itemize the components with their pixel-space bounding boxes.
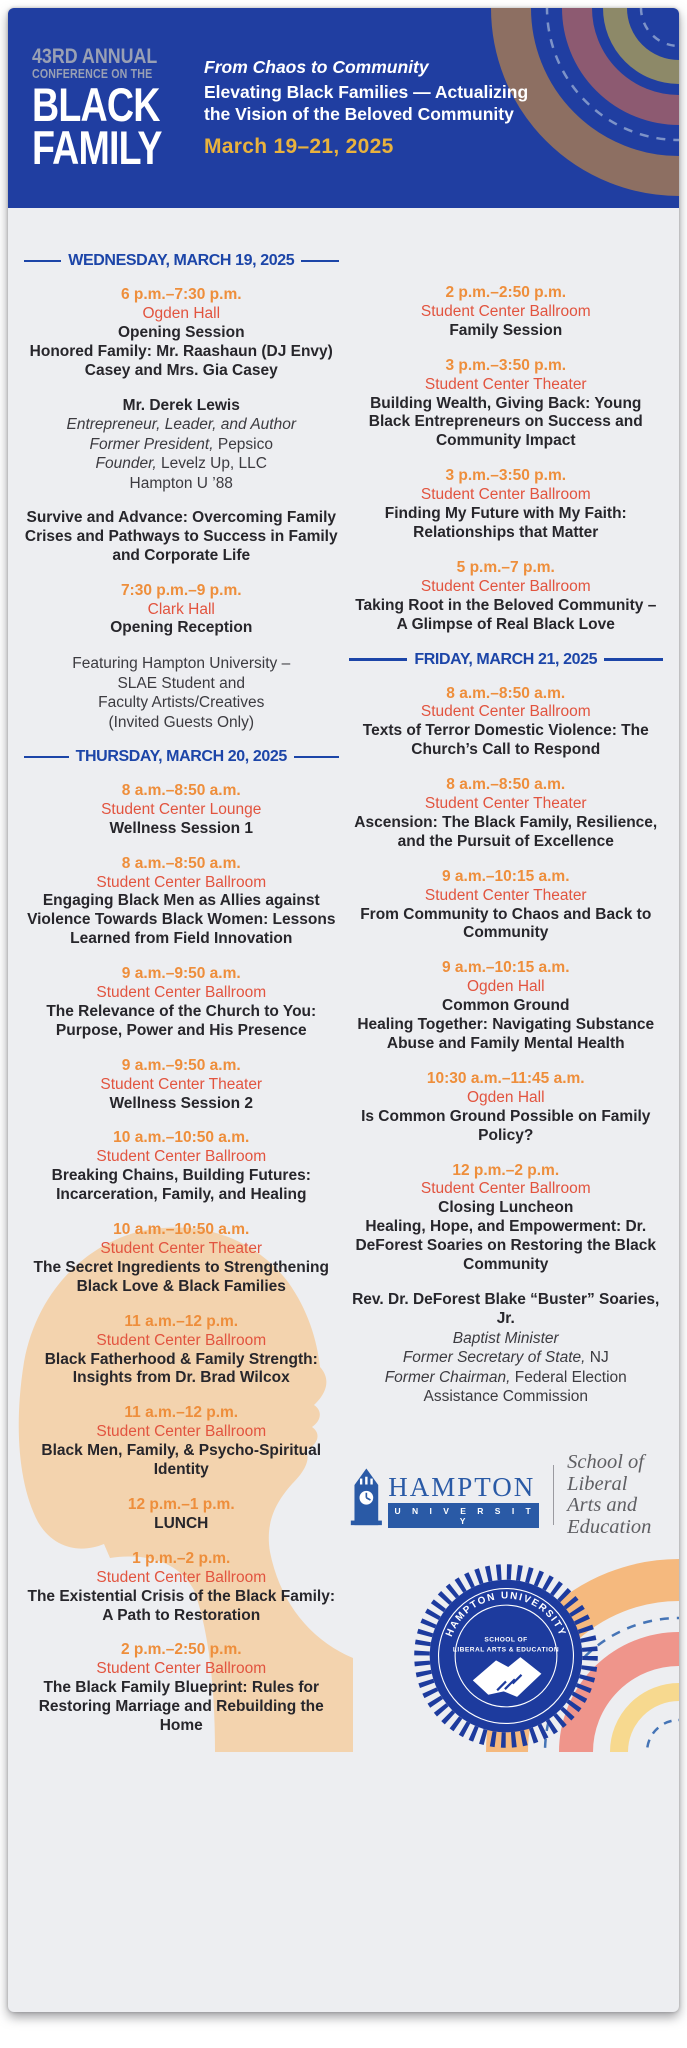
event-location: Ogden Hall: [466, 1088, 545, 1106]
event-location: Student Center Ballroom: [96, 984, 267, 1002]
day-header-label: THURSDAY, MARCH 20, 2025: [75, 747, 287, 765]
speaker-credential: [24, 435, 339, 454]
conference-kicker-line2: CONFERENCE ON THE: [32, 66, 153, 81]
speaker-credential: [24, 454, 339, 473]
speaker-name: Rev. Dr. DeForest Blake “Buster” Soaries, Jr.: [352, 1290, 660, 1327]
event-title: Black Fatherhood & Family Strength: Insights from Dr. Brad Wilcox: [44, 1350, 318, 1387]
speaker-name: Mr. Derek Lewis: [122, 396, 240, 414]
speaker-credential-segment: Federal Election Assistance Commission: [423, 1368, 627, 1405]
event-time: 12 p.m.–2 p.m.: [452, 1161, 560, 1179]
event-title: Opening Reception: [110, 619, 253, 637]
speaker-credential-segment: Baptist Minister: [452, 1329, 559, 1347]
event-time: 11 a.m.–12 p.m.: [124, 1404, 239, 1422]
conference-wordmark: [32, 44, 184, 175]
event-title: Is Common Ground Possible on Family Policy?: [361, 1107, 651, 1144]
schedule-event: [349, 467, 664, 543]
schedule-event: [349, 357, 664, 452]
speaker-block: [24, 397, 339, 493]
event-title: Texts of Terror Domestic Violence: The Church’s Call to Respond: [362, 722, 649, 759]
seal-arc-text: HAMPTON UNIVERSITY: [443, 1590, 568, 1639]
day-rule-left: [24, 756, 69, 759]
event-time: 3 p.m.–3:50 p.m.: [445, 467, 567, 485]
day-header: [24, 748, 339, 766]
event-location: Student Center Theater: [424, 375, 587, 393]
schedule-event: [349, 685, 664, 761]
speaker-credential: [349, 1368, 664, 1407]
event-title: LUNCH: [154, 1514, 209, 1532]
day-rule-left: [349, 658, 408, 661]
seal-text-line2: LIBERAL ARTS & EDUCATION: [452, 1646, 559, 1654]
event-title: Healing, Hope, and Empowerment: Dr. DeForest Soaries on Restoring the Black Community: [355, 1218, 657, 1274]
speaker-credential-segment: Former President,: [89, 435, 214, 453]
footer-branding: [349, 1452, 664, 1750]
event-location: Student Center Theater: [424, 886, 587, 904]
event-location: Student Center Ballroom: [420, 1180, 591, 1198]
event-time: 10 a.m.–10:50 a.m.: [113, 1129, 250, 1147]
day-header: [349, 651, 664, 669]
event-location: Student Center Ballroom: [96, 1423, 267, 1441]
event-location: Student Center Ballroom: [96, 873, 267, 891]
day-rule-right: [604, 658, 663, 661]
speaker-credential-segment: Former Secretary of State,: [402, 1349, 586, 1367]
event-location: Student Center Ballroom: [96, 1148, 267, 1166]
event-title: Engaging Black Men as Allies against Violence Towards Black Women: Lessons Learned from Field Innovation: [27, 892, 336, 948]
event-location: Student Center Ballroom: [96, 1331, 267, 1349]
schedule-event: [349, 284, 664, 341]
day-header-label: WEDNESDAY, MARCH 19, 2025: [68, 252, 295, 269]
event-description-line: Featuring Hampton University –: [72, 655, 291, 673]
event-title: Black Men, Family, & Psycho-Spiritual Identity: [41, 1442, 322, 1479]
conference-title-line2: FAMILY: [32, 121, 162, 175]
event-location: Student Center Ballroom: [96, 1568, 267, 1586]
schedule-content: [8, 208, 679, 1752]
day-rule-left: [24, 260, 61, 263]
event-title: Ascension: The Black Family, Resilience, and the Pursuit of Excellence: [354, 813, 658, 850]
event-time: 7:30 p.m.–9 p.m.: [120, 581, 242, 599]
day-rule-right: [294, 756, 339, 759]
event-time: 3 p.m.–3:50 p.m.: [445, 356, 567, 374]
event-title: The Secret Ingredients to Strengthening Black Love & Black Families: [33, 1258, 329, 1295]
event-location: Student Center Ballroom: [420, 486, 591, 504]
theme-subtitle: Elevating Black Families — Actualizing the Vision of the Beloved Community: [204, 82, 529, 124]
schedule-columns: [24, 248, 663, 1752]
event-title: Breaking Chains, Building Futures: Incarceration, Family, and Healing: [51, 1167, 311, 1204]
speaker-credential-segment: Former Chairman,: [384, 1368, 511, 1386]
schedule-event: [24, 965, 339, 1041]
event-location: Student Center Ballroom: [96, 1660, 267, 1678]
schedule-event: [349, 868, 664, 944]
event-time: 2 p.m.–2:50 p.m.: [120, 1641, 242, 1659]
event-title: The Relevance of the Church to You: Purpose, Power and His Presence: [46, 1002, 317, 1039]
schedule-event: [24, 855, 339, 950]
event-time: 2 p.m.–2:50 p.m.: [445, 284, 567, 301]
event-title: Wellness Session 1: [109, 819, 254, 837]
event-time: 6 p.m.–7:30 p.m.: [120, 286, 242, 303]
event-description-line: Faculty Artists/Creatives: [98, 694, 265, 712]
schedule-event: [24, 1057, 339, 1114]
conference-theme: [204, 57, 552, 159]
schedule-event: [24, 1404, 339, 1480]
event-time: 9 a.m.–10:15 a.m.: [441, 867, 570, 885]
schedule-event: [24, 1129, 339, 1205]
event-title: Building Wealth, Giving Back: Young Black Entrepreneurs on Success and Community Impact: [368, 394, 643, 450]
university-subtitle: U N I V E R S I T Y: [388, 1503, 538, 1528]
event-time: 5 p.m.–7 p.m.: [456, 558, 555, 576]
event-time: 8 a.m.–8:50 a.m.: [446, 684, 566, 702]
schedule-column-right-blocks: [349, 284, 664, 1406]
schedule-event: [349, 559, 664, 635]
event-time: 11 a.m.–12 p.m.: [124, 1312, 239, 1330]
hero-banner: [8, 8, 679, 208]
event-location: Student Center Lounge: [101, 800, 262, 818]
event-location: Student Center Ballroom: [420, 302, 591, 320]
event-description: [24, 654, 339, 732]
schedule-event: [24, 582, 339, 639]
schedule-column-right: [349, 248, 664, 1752]
event-title: Closing Luncheon: [438, 1199, 574, 1217]
school-name: [567, 1452, 663, 1538]
event-title: Taking Root in the Beloved Community – A Glimpse of Real Black Love: [355, 596, 657, 633]
day-rule-right: [301, 260, 338, 263]
schedule-event: [349, 1162, 664, 1275]
speaker-credential: [349, 1348, 664, 1367]
event-location: Ogden Hall: [466, 978, 545, 996]
event-time: 9 a.m.–9:50 a.m.: [121, 1056, 241, 1074]
school-seal-wrap: [349, 1562, 664, 1750]
schedule-column-left: [24, 248, 339, 1752]
hampton-university-logo: [349, 1462, 539, 1528]
event-title: Survive and Advance: Overcoming Family Crises and Pathways to Success in Family and Corporate Life: [24, 508, 338, 564]
event-time: 12 p.m.–1 p.m.: [127, 1495, 235, 1513]
schedule-event: [24, 782, 339, 839]
day-header: [24, 252, 339, 270]
schedule-event: [349, 776, 664, 852]
day-header-label: FRIDAY, MARCH 21, 2025: [414, 650, 598, 668]
event-title: Healing Together: Navigating Substance Abuse and Family Mental Health: [357, 1016, 655, 1052]
schedule-event: [349, 959, 664, 1054]
event-title: Wellness Session 2: [109, 1094, 254, 1112]
speaker-credential-segment: Levelz Up, LLC: [156, 455, 267, 473]
conference-dates: March 19–21, 2025: [204, 134, 394, 158]
event-title: Common Ground: [442, 997, 570, 1015]
seal-text-line1: SCHOOL OF: [484, 1636, 528, 1644]
logo-divider: [553, 1465, 554, 1525]
hampton-university-wordmark: [388, 1474, 538, 1528]
speaker-credential-segment: Pepsico: [213, 435, 273, 453]
schedule-event: [24, 1313, 339, 1389]
hampton-university-logo-row: [349, 1452, 664, 1538]
speaker-credential-segment: Hampton U ’88: [129, 474, 233, 492]
speaker-credential-segment: Entrepreneur, Leader, and Author: [66, 416, 296, 434]
event-time: 1 p.m.–2 p.m.: [132, 1549, 231, 1567]
event-time: 8 a.m.–8:50 a.m.: [121, 854, 241, 872]
university-name: HAMPTON: [388, 1472, 536, 1503]
schedule-event: [349, 1070, 664, 1146]
schedule-event: [24, 1641, 339, 1736]
event-description-line: (Invited Guests Only): [108, 713, 255, 731]
conference-title-line1: BLACK: [32, 77, 160, 131]
event-time: 8 a.m.–8:50 a.m.: [446, 776, 566, 794]
event-location: Student Center Theater: [100, 1240, 263, 1257]
event-location: Student Center Ballroom: [420, 703, 591, 721]
event-title: The Black Family Blueprint: Rules for Restoring Marriage and Rebuilding the Home: [38, 1679, 324, 1735]
conference-program-flyer: [8, 8, 679, 2012]
speaker-credential: [349, 1329, 664, 1348]
school-name-line1: School of Liberal: [567, 1451, 644, 1495]
speaker-credential: [24, 474, 339, 493]
event-title: Finding My Future with My Faith: Relationships that Matter: [384, 505, 627, 541]
speaker-credential-segment: NJ: [585, 1349, 609, 1367]
event-description-line: SLAE Student and: [117, 674, 246, 692]
schedule-event: [24, 1221, 339, 1297]
event-title: From Community to Chaos and Back to Community: [360, 905, 652, 942]
school-name-line2: Arts and Education: [567, 1494, 652, 1538]
event-time: 8 a.m.–8:50 a.m.: [121, 781, 241, 799]
event-location: Student Center Ballroom: [420, 577, 591, 595]
event-location: Ogden Hall: [142, 304, 221, 322]
event-location: Clark Hall: [147, 600, 215, 618]
event-time: 10:30 a.m.–11:45 a.m.: [426, 1069, 585, 1087]
speaker-block: [349, 1291, 664, 1406]
speaker-credential: [24, 415, 339, 434]
event-title: Opening Session: [117, 323, 245, 341]
school-seal-icon: [412, 1562, 600, 1750]
event-title: Honored Family: Mr. Raashaun (DJ Envy) Casey and Mrs. Gia Casey: [29, 342, 333, 379]
event-time: 10 a.m.–10:50 a.m.: [113, 1221, 250, 1239]
event-title: Family Session: [449, 321, 563, 339]
schedule-event: [24, 286, 339, 381]
event-location: Student Center Theater: [424, 795, 587, 813]
conference-kicker-line1: 43RD ANNUAL: [32, 44, 158, 68]
schedule-event: [24, 1496, 339, 1534]
event-title: The Existential Crisis of the Black Family: A Path to Restoration: [27, 1587, 335, 1624]
clock-tower-icon: [349, 1462, 384, 1528]
event-time: 9 a.m.–10:15 a.m.: [441, 959, 570, 977]
schedule-event: [24, 1550, 339, 1626]
event-location: Student Center Theater: [100, 1075, 263, 1093]
theme-tagline: From Chaos to Community: [204, 57, 429, 78]
speaker-credential-segment: Founder,: [95, 455, 157, 473]
event-time: 9 a.m.–9:50 a.m.: [121, 965, 241, 983]
